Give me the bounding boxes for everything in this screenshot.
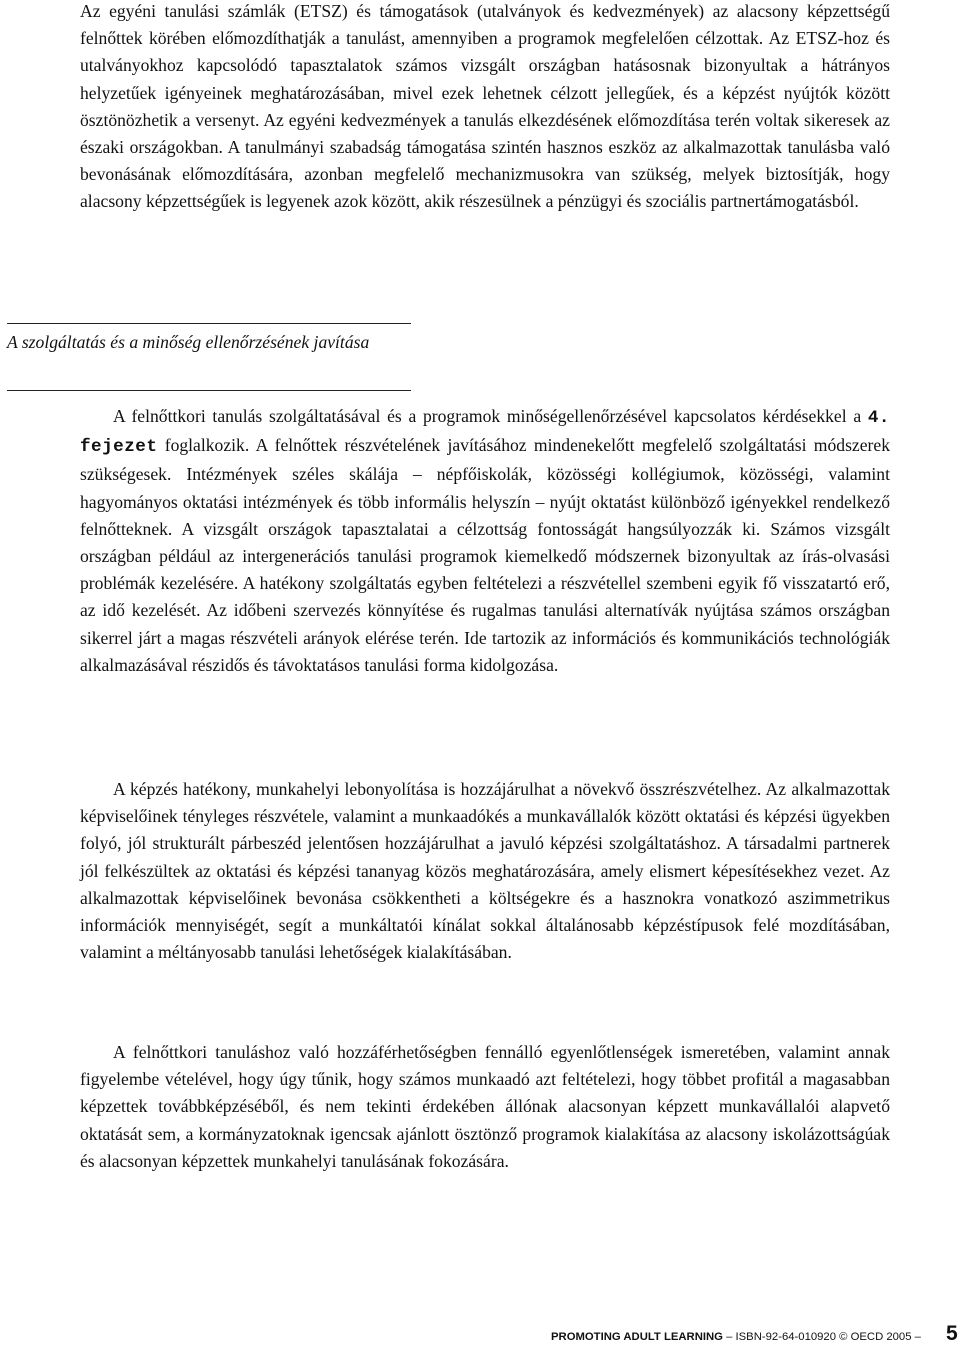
page-footer bbox=[551, 1330, 921, 1344]
page-number: 5 bbox=[946, 1322, 958, 1345]
paragraph-text-start: A felnőttkori tanulás szolgáltatásával és a programok minőségellenőrzésével kapcsolatos kérdésekkel a bbox=[113, 406, 868, 426]
paragraph-text: A képzés hatékony, munkahelyi lebonyolítása is hozzájárulhat a növekvő összrészvételhez. Az alkalmazottak képviselőinek tényleges részvétele, valamint a munkaadókés a munkavállalók között oktatási és képzési ügyekben folyó, jól strukturált párbeszéd jelentősen hozzájárulhat a javuló képzési szolgáltatáshoz. A társadalmi partnerek jól felkészültek az oktatási és képzési tananyag közös meghatározására, amely elismert képesítésekhez vezet. Az alkalmazottak képviselőinek bevonása csökkentheti a költségekre és a hasznokra vonatkozó aszimmetrikus információk mennyiségét, segít a munkáltatói kínálat sokkal általánosabb képzéstípusok felé mozdításában, valamint a méltányosabb tanulási lehetőségek kialakításában. bbox=[80, 779, 890, 963]
paragraph-workplace-training bbox=[80, 776, 890, 966]
paragraph-text: Az egyéni tanulási számlák (ETSZ) és támogatások (utalványok és kedvezmények) az alacsony képzettségű felnőttek körében előmozdíthatják a tanulást, amennyiben a programok megfelelően célzottak. Az ETSZ-hoz és utalványokhoz kapcsolódó tapasztalatok számos vizsgált országban hatásosnak bizonyultak a hátrányos helyzetűek igényeinek meghatározásában, mivel ezek lehetnek célzott jellegűek, és a képzést nyújtók között ösztönözhetik a versenyt. Az egyéni kedvezmények a tanulás elkezdésének előmozdítása terén voltak sikeresek az északi országokban. A tanulmányi szabadság támogatása szintén hasznos eszköz az alkalmazottak tanulásba való bevonásának előmozdítására, azonban megfelelő mechanizmusokra van szükség, melyek biztosítják, hogy alacsony képzettségűek is legyenek azok között, akik részesülnek a pénzügyi és szociális partnertámogatásból. bbox=[80, 1, 890, 212]
paragraph-service-quality bbox=[80, 403, 890, 679]
paragraph-access-inequality bbox=[80, 1039, 890, 1175]
chapter-reference: 4. fejezet bbox=[80, 408, 890, 458]
paragraph-text-end: foglalkozik. A felnőttek részvételének javításához mindenekelőtt megfelelő szolgáltatási módszerek szükségesek. Intézmények széles skálája – népfőiskolák, közösségi kollégiumok, közösségi, valamint hagyományos oktatási intézmények és több informális helyszín – nyújt oktatást különböző igényekkel rendelkező felnőtteknek. A vizsgált országok tapasztalatai a célzottság fontosságát hangsúlyozzák ki. Számos vizsgált országban például az intergenerációs tanulási programok kiemelkedő módszernek bizonyultak az írás-olvasási problémák kezelésére. A hatékony szolgáltatás egyben feltételezi a részvétellel szembeni egyik fő visszatartó erő, az idő kezelését. Az időbeni szervezés könnyítése és rugalmas tanulási alternatívák nyújtása számos országban sikerrel járt a magas részvételi arányok elérése terén. Ide tartozik az információs és kommunikációs technológiák alkalmazásával részidős és távoktatásos tanulási forma kidolgozása. bbox=[80, 435, 890, 675]
footer-publication-details: – ISBN-92-64-010920 © OECD 2005 – bbox=[722, 1331, 921, 1343]
paragraph-text: A felnőttkori tanuláshoz való hozzáférhetőségben fennálló egyenlőtlenségek ismeretében, valamint annak figyelembe vételével, hogy úgy tűnik, hogy számos munkaadó azt feltételezi, hogy többet profitál a magasabban képzettek továbbképzéséből, és nem tekinti érdekében állónak alacsonyan képzett munkavállalói alapvető oktatását sem, a kormányzatoknak igencsak ajánlott ösztönző programok kialakítása az alacsony iskolázottságúak és alacsonyan képzettek munkahelyi tanulásának fokozására. bbox=[80, 1042, 890, 1171]
paragraph-individual-learning-accounts bbox=[80, 0, 890, 216]
section-heading: A szolgáltatás és a minőség ellenőrzésének javítása bbox=[7, 332, 370, 352]
section-heading-top-rule bbox=[7, 323, 411, 324]
footer-publication-title: PROMOTING ADULT LEARNING bbox=[551, 1331, 723, 1343]
section-heading-bottom-rule bbox=[7, 390, 411, 391]
